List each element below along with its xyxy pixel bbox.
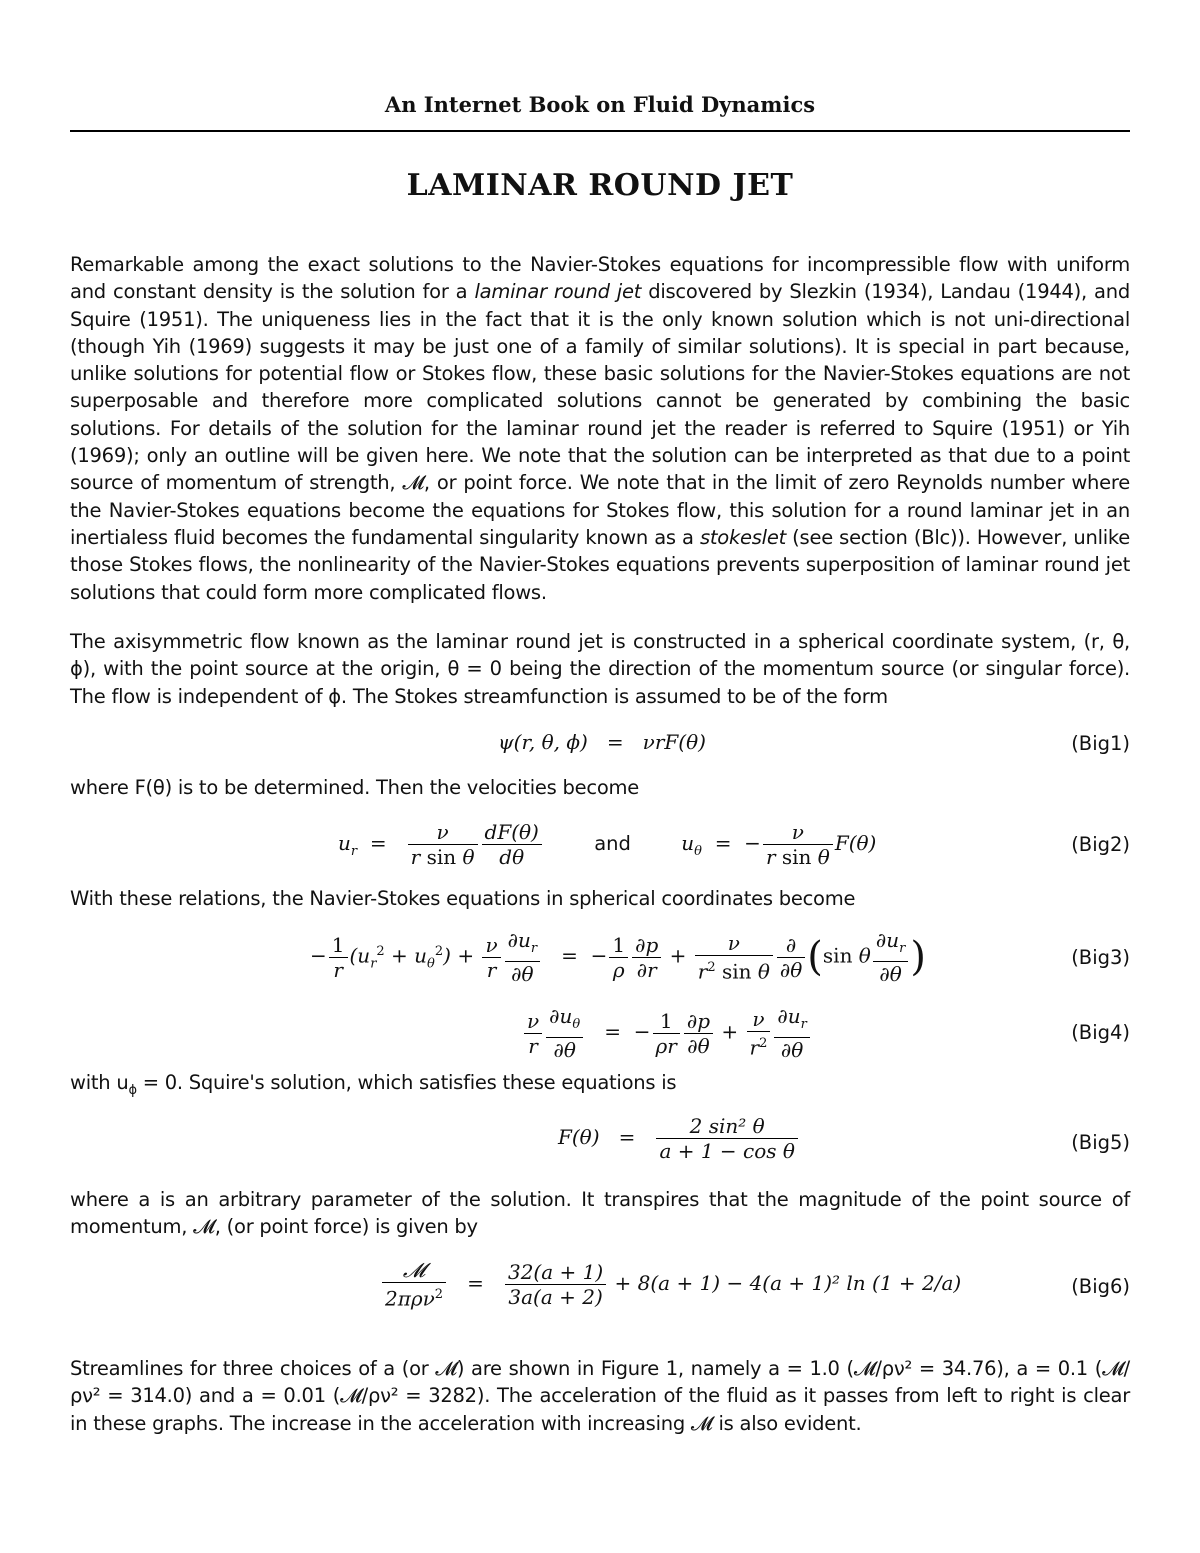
eq1-rhs: νrF(θ): [642, 730, 706, 754]
intro-text-b: discovered by Slezkin (1934), Landau (1944), and Squire (1951). The uniqueness lies in the fact that it is the only known solution which is not uni-directional (though Yih (1969) suggests it may be just one of a family of similar solutions). It is special in part because, unlike solutions for potential flow or Stokes flow, these basic solutions for the Navier-Stokes equations are not superposable and therefore more complicated solutions cannot be generated by combining the basic solutions. For details of the solution for the laminar round jet the reader is referred to Squire (1951) or Yih (1969); only an outline will be given here. We note that the solution can be interpreted as that due to a point source of momentum of strength,: [70, 280, 1130, 495]
intro-emphasis-jet: laminar round jet: [474, 280, 642, 304]
eq5-label: (Big5): [1071, 1131, 1130, 1154]
equation-big1: ψ(r, θ, ϕ) = νrF(θ) (Big1): [498, 730, 1130, 755]
eq2-and: and: [594, 832, 631, 855]
equation-big3: − $\frac{1}{r}$ $(u_r^2 + u_\theta^2)$ + $\frac{\nu}{r}$ $\frac{\partial u_r}{\partial\theta}$ = − $\frac{1}{\rho}$ $\frac{\partial p}{\partial r}$ + $\frac{\nu}{r^2 \sin \theta}$ $\frac{\partial}{\partial\theta}$ (sin θ $\frac{\partial u_r}{\partial\theta}$ ) (Big3): [310, 928, 1130, 986]
streamlines-paragraph: Streamlines for three choices of a (or 𝓜) are shown in Figure 1, namely a = 1.0 (𝓜/ρν² = 34.76), a = 0.1 (𝓜/ρν² = 314.0) and a = 0.01 (𝓜/ρν² = 3282). The acceleration of the fluid as it passes from left to right is clear in these graphs. The increase in the acceleration with increasing 𝓜 is also evident.: [70, 1357, 1130, 1435]
text-ns-spherical: With these relations, the Navier-Stokes equations in spherical coordinates become: [70, 887, 856, 910]
equation-big4: $\frac{\nu}{r}$ $\frac{\partial u_\theta}{\partial\theta}$ = − $\frac{1}{\rho r}$ $\frac{\partial p}{\partial\theta}$ + $\frac{\nu}{r^2}$ $\frac{\partial u_r}{\partial\theta}$ (Big4): [70, 1004, 1130, 1064]
text-momentum-magnitude: where a is an arbitrary parameter of the solution. It transpires that the magnitude of the point source of momentum, 𝓜, (or point force) is given by: [70, 1188, 1130, 1239]
eq4-label: (Big4): [1071, 1021, 1130, 1044]
equation-big6: $\frac{\text{𝓜}}{2\pi\rho\nu^2}$ = $\frac{32(a + 1)}{3a(a + 2)}$ + 8(a + 1) − 4(a + 1)² ln (1 + 2/a) (Big6): [70, 1256, 1130, 1318]
eq3-label: (Big3): [1071, 946, 1130, 969]
intro-text-a: Remarkable among the exact solutions to the Navier-Stokes equations for incompressible flow with uniform and constant density is the solution for a: [70, 253, 1130, 304]
eq5-denominator: a + 1 − cos θ: [659, 1139, 795, 1163]
eq2-label: (Big2): [1071, 833, 1130, 856]
equation-big5: F(θ) = $\frac{\text{2 sin² θ}}{\text{a + 1 − cos θ}}$ (Big5): [558, 1114, 1130, 1163]
page-title: LAMINAR ROUND JET: [406, 168, 794, 203]
eq6-label: (Big6): [1071, 1275, 1130, 1298]
coordinate-paragraph: The axisymmetric flow known as the laminar round jet is constructed in a spherical coordinate system, (r, θ, ϕ), with the point source at the origin, θ = 0 being the direction of the momentum source (or singular force). The flow is independent of ϕ. The Stokes streamfunction is assumed to be of the form: [70, 630, 1130, 708]
intro-text-c: , or point force. We note that in the limit of zero Reynolds number where the Navier-Stokes equations become the equations for Stokes flow, this solution for a round laminar jet in an inertialess fluid becomes the fundamental singularity known as a: [70, 471, 1131, 549]
momentum-symbol: 𝓜: [402, 471, 424, 495]
text-squire-solution: with $u_\phi = 0$. Squire's solution, which satisfies these equations is: [70, 1071, 677, 1098]
text-velocities: where F(θ) is to be determined. Then the velocities become: [70, 776, 639, 799]
header-rule: [70, 130, 1130, 132]
eq1-label: (Big1): [1071, 732, 1130, 755]
eq6-rhs: + 8(a + 1) − 4(a + 1)² ln (1 + 2/a): [614, 1270, 962, 1295]
intro-paragraph: [70, 251, 1130, 606]
intro-text-d: (see section (Blc)). However, unlike those Stokes flows, the nonlinearity of the Navier-Stokes equations prevents superposition of laminar round jet solutions that could form more complicated flows.: [70, 525, 1131, 604]
intro-emphasis-stokeslet: stokeslet: [699, 525, 786, 549]
eq5-numerator: 2 sin² θ: [656, 1114, 798, 1139]
eq1-lhs: ψ(r, θ, ϕ): [498, 730, 588, 754]
eq5-lhs: F(θ): [558, 1125, 600, 1149]
book-header: An Internet Book on Fluid Dynamics: [384, 92, 816, 117]
equation-big2: $u_r$ = $\frac{\nu}{\text{r sin θ}}$ $\frac{dF(\theta)}{d\theta}$ and $u_\theta$ = − $\frac{\nu}{\text{r sin θ}}$ F(θ) (Big2): [338, 820, 1130, 869]
